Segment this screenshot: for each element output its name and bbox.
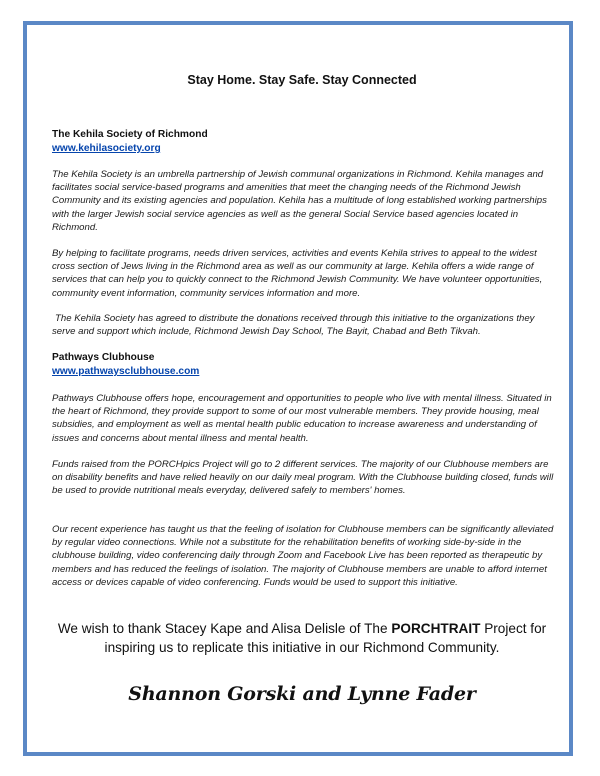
paragraph: Pathways Clubhouse offers hope, encouragement and opportunities to people who live with mental illness. Situated in the heart of Richmond, they provide support to some of our most vulnerable members. They provide housing, meal subsidies, and employment as well as mental health public education to increase awareness and understanding of issues and concerns about mental illness and mental health. xyxy=(52,393,552,444)
thanks-text-start: We wish to thank Stacey Kape and Alisa Delisle of The xyxy=(57,621,392,636)
paragraph: Our recent experience has taught us that the feeling of isolation for Clubhouse members can be significantly alleviated by regular video connections. While not a substitute for the rehabilitation benefits of working side-by-side in the clubhouse building, video conferencing daily through Zoom and Facebook Live has been reported as therapeutic by members and has reduced the feelings of isolation. The majority of Clubhouse members are unable to afford internet access or devices capable of video conferencing. Funds would be used to support this initiative. xyxy=(52,524,554,588)
paragraph: The Kehila Society is an umbrella partnership of Jewish communal organizations in Richmond. Kehila manages and facilitates social service-based programs and amenities that meet the changing needs of the Richmond Jewish Community and its existing agencies and population. Kehila has a multitude of long established working partnerships with the larger Jewish social service agencies as well as the general Social Service based agencies located in Richmond. xyxy=(52,169,547,233)
paragraph: Funds raised from the PORCHpics Project will go to 2 different services. The majority of our Clubhouse members are on disability benefits and have relied heavily on our daily meal program. With the Clubhouse building closed, funds will be used to provide nutritional meals everyday, delivered safely to members' homes. xyxy=(52,459,554,497)
project-name: PORCHTRAIT xyxy=(391,621,481,636)
thanks-note xyxy=(52,619,552,657)
paragraph: The Kehila Society has agreed to distribute the donations received through this initiative to the organizations they serve and support which include, Richmond Jewish Day School, The Bayit, Chabad and Beth Tikvah. xyxy=(52,313,535,338)
thanks-text-end: Project for inspiring us to replicate this initiative in our Richmond Community. xyxy=(104,621,547,655)
org-link-pathways[interactable]: www.pathwaysclubhouse.com xyxy=(52,366,200,377)
paragraph: By helping to facilitate programs, needs driven services, activities and events Kehila strives to appeal to the widest cross section of Jews living in the Richmond area as well as our community at large. Kehila offers a wide range of services that can help you to quickly connect to the Richmond Jewish Community. We have volunteer opportunities, community event information, community services information and more. xyxy=(52,248,543,299)
org-name-kehila: The Kehila Society of Richmond xyxy=(52,129,208,140)
signature: Shannon Gorski and Lynne Fader xyxy=(128,683,476,705)
page-title: Stay Home. Stay Safe. Stay Connected xyxy=(187,73,417,87)
org-link-kehila[interactable]: www.kehilasociety.org xyxy=(52,143,161,154)
org-name-pathways: Pathways Clubhouse xyxy=(52,352,155,363)
